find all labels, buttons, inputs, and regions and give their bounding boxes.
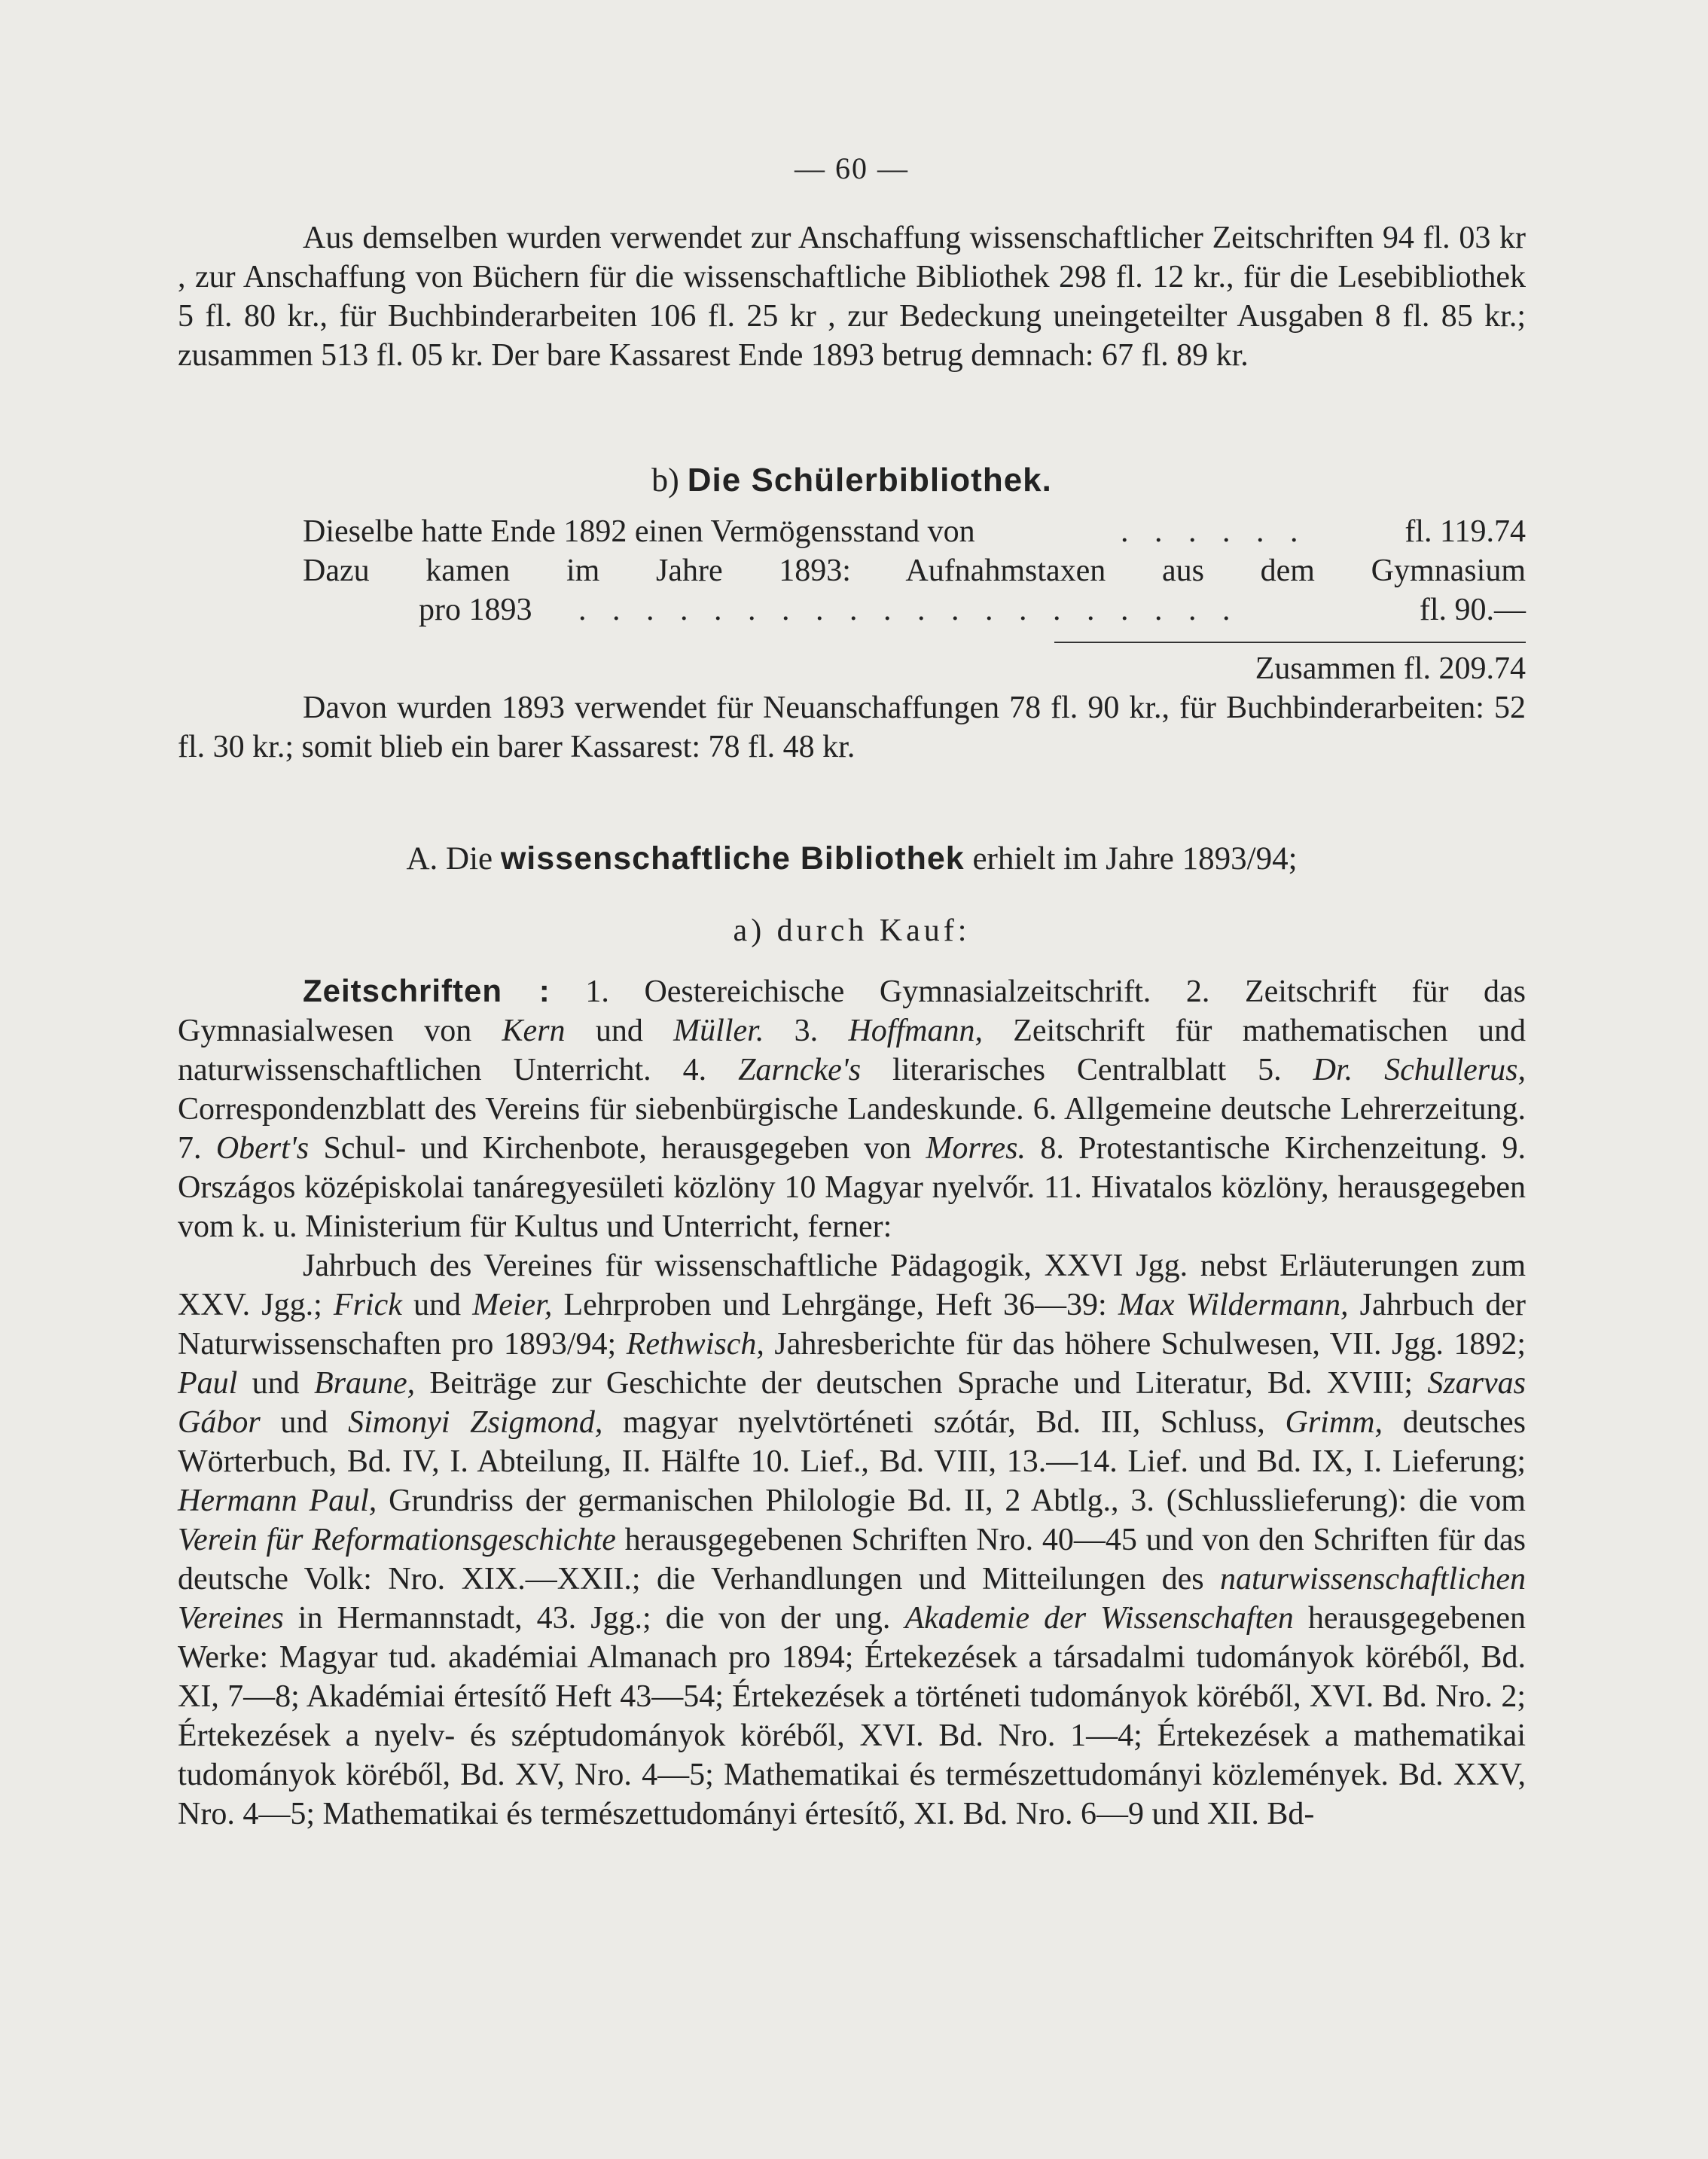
zeitschriften-segment: literarisches Centralblatt 5.: [861, 1053, 1313, 1087]
zeitschriften-segment: Dr. Schullerus,: [1313, 1053, 1526, 1087]
zeitschriften-segment: Obert's: [215, 1131, 310, 1166]
ledger-total-amount: fl. 209.74: [1403, 651, 1526, 686]
books-segment: magyar nyelvtörténeti szótár, Bd. III, Schluss,: [602, 1405, 1286, 1440]
books-segment: Grimm,: [1285, 1405, 1383, 1440]
books-segment: und: [237, 1366, 314, 1401]
zeitschriften-segment: Zarncke's: [738, 1053, 862, 1087]
books-segment: Max Wildermann,: [1118, 1288, 1349, 1322]
ledger-row-3-label: pro 1893: [419, 593, 532, 627]
books-text: [178, 1249, 1526, 1831]
zeitschriften-segment: Schul- und Kirchenbote, herausgegeben von: [309, 1131, 926, 1166]
section-a-prefix: A. Die: [406, 841, 493, 877]
books-segment: Braune,: [313, 1366, 416, 1401]
ledger-total-row: [178, 649, 1526, 688]
books-segment: Jahrbuch des Vereines für wissenschaftliche Pädagogik, XXVI Jgg. nebst Erläuterungen zum XXV. Jgg.;: [178, 1249, 1526, 1322]
books-segment: Hermann Paul,: [178, 1484, 377, 1518]
zeitschriften-label: Zeitschriften :: [303, 973, 551, 1008]
zeitschriften-paragraph: [178, 971, 1526, 1246]
zeitschriften-segment: Zeitschrift für mathematischen und naturwissenschaftlichen Unterricht. 4.: [178, 1014, 1526, 1087]
section-a-body: [178, 971, 1526, 1834]
usage-paragraph: Davon wurden 1893 verwendet für Neuanschaffungen 78 fl. 90 kr., für Buchbinderarbeiten: 52 fl. 30 kr.; somit blieb ein barer Kassarest: 78 fl. 48 kr.: [178, 691, 1526, 764]
books-segment: Szarvas Gábor: [178, 1366, 1527, 1440]
intro-paragraph: Aus demselben wurden verwendet zur Anschaffung wissenschaftlicher Zeitschriften 94 fl. 03 kr , zur Anschaffung von Büchern für die wissenschaftliche Bibliothek 298 fl. 12 kr., für die Lesebibliothek 5 fl. 80 kr., für Buchbinderarbeiten 106 fl. 25 kr , zur Bedeckung uneingeteilter Ausgaben 8 fl. 85 kr.; zusammen 513 fl. 05 kr. Der bare Kassarest Ende 1893 betrug demnach: 67 fl. 89 kr.: [178, 221, 1526, 373]
schueler-usage: [178, 688, 1526, 767]
zeitschriften-segment: Müller.: [673, 1014, 764, 1048]
books-segment: Jahresberichte für das höhere Schulwesen, VII. Jgg. 1892;: [764, 1327, 1526, 1362]
ledger-row-2: [178, 551, 1526, 590]
books-segment: und: [401, 1288, 473, 1322]
books-segment: in Hermannstadt, 43. Jgg.; die von der ung.: [283, 1601, 905, 1636]
ledger-row-2-label: Dazu kamen im Jahre 1893: Aufnahmstaxen aus dem Gymnasium: [303, 553, 1526, 588]
schueler-heading-title: Die Schülerbibliothek.: [687, 462, 1052, 499]
schueler-ledger: [178, 512, 1526, 630]
zeitschriften-segment: Hoffmann,: [848, 1014, 983, 1048]
schueler-heading-prefix: b): [651, 462, 679, 499]
books-segment: Akademie der Wissenschaften: [904, 1601, 1294, 1636]
books-segment: Simonyi Zsigmond,: [348, 1405, 603, 1440]
books-segment: Verein für Reformationsgeschichte: [178, 1523, 616, 1557]
books-segment: Lehrproben und Lehrgänge, Heft 36—39:: [552, 1288, 1118, 1322]
section-a-subheading: a) durch Kauf:: [733, 913, 971, 948]
section-a-bold: wissenschaftliche Bibliothek: [500, 840, 965, 877]
books-segment: und: [260, 1405, 349, 1440]
ledger-row-1-label: Dieselbe hatte Ende 1892 einen Vermögensstand von: [303, 514, 975, 549]
ledger-row-3: [178, 590, 1526, 630]
section-a-heading: [178, 839, 1526, 879]
zeitschriften-segment: Morres.: [926, 1131, 1026, 1166]
ledger-total-line: [1255, 649, 1526, 688]
ledger-row-1-amount: fl. 119.74: [1405, 514, 1526, 549]
schueler-heading: [178, 461, 1526, 500]
ledger-row-3-leader: . . . . . . . . . . . . . . . . . . . .: [578, 593, 1240, 627]
books-segment: naturwissenschaftlichen Vereines: [178, 1562, 1526, 1636]
ledger-row-1-leader: . . . . . .: [1121, 514, 1307, 549]
zeitschriften-segment: 8. Protestantische Kirchenzeitung. 9. Országos középiskolai tanáregyesületi közlöny 10 Magyar nyelvőr. 11. Hivatalos közlöny, herausgegeben vom k. u. Ministerium für Kultus und Unterricht, ferner:: [178, 1131, 1526, 1244]
books-segment: deutsches Wörterbuch, Bd. IV, I. Abteilung, II. Hälfte 10. Lief., Bd. VIII, 13.—14. Lief. und Bd. IX, I. Lieferung;: [178, 1405, 1526, 1479]
page-number: — 60 —: [795, 151, 909, 185]
zeitschriften-text: [178, 974, 1526, 1244]
zeitschriften-segment: Correspondenzblatt des Vereins für siebenbürgische Landeskunde. 6. Allgemeine deutsche Lehrerzeitung. 7.: [178, 1092, 1526, 1166]
books-segment: Grundriss der germanischen Philologie Bd. II, 2 Abtlg., 3. (Schlusslieferung): die vom: [377, 1484, 1526, 1518]
section-a-suffix: erhielt im Jahre 1893/94;: [972, 841, 1298, 877]
books-paragraph: [178, 1246, 1526, 1834]
books-segment: Beiträge zur Geschichte der deutschen Sprache und Literatur, Bd. XVIII;: [415, 1366, 1428, 1401]
books-segment: Jahrbuch der Naturwissenschaften pro 1893/94;: [178, 1288, 1527, 1362]
ledger-row-3-amount: fl. 90.—: [1419, 593, 1526, 627]
zeitschriften-segment: und: [565, 1014, 674, 1048]
books-segment: Rethwisch,: [626, 1327, 764, 1362]
zeitschriften-segment: 3.: [764, 1014, 849, 1048]
ledger-total-label: Zusammen: [1255, 651, 1396, 686]
zeitschriften-segment: Kern: [502, 1014, 566, 1048]
books-segment: Paul: [178, 1366, 238, 1401]
intro-section: [178, 218, 1526, 375]
books-segment: herausgegebenen Schriften Nro. 40—45 und von den Schriften für das deutsche Volk: Nro. XIX.—XXII.; die Verhandlungen und Mitteilungen des: [178, 1523, 1526, 1596]
ledger-total: [178, 649, 1526, 688]
books-segment: herausgegebenen Werke: Magyar tud. akadémiai Almanach pro 1894; Értekezések a társadalmi tudományok köréből, Bd. XI, 7—8; Akadémiai értesítő Heft 43—54; Értekezések a történeti tudományok köréből, XVI. Bd. Nro. 2; Értekezések a nyelv- és széptudományok köréből, XVI. Bd. Nro. 1—4; Értekezések a mathematikai tudományok köréből, Bd. XV, Nro. 4—5; Mathematikai és természettudományi közlemények. Bd. XXV, Nro. 4—5; Mathematikai és természettudományi értesítő, XI. Bd. Nro. 6—9 und XII. Bd-: [178, 1601, 1527, 1831]
ledger-row-1: [178, 512, 1526, 551]
sum-rule: [1054, 642, 1526, 643]
zeitschriften-segment: 1. Oestereichische Gymnasialzeitschrift. 2. Zeitschrift für das Gymnasialwesen von: [178, 974, 1526, 1048]
books-segment: Meier,: [472, 1288, 553, 1322]
page: [178, 0, 1526, 2159]
books-segment: Frick: [333, 1288, 402, 1322]
